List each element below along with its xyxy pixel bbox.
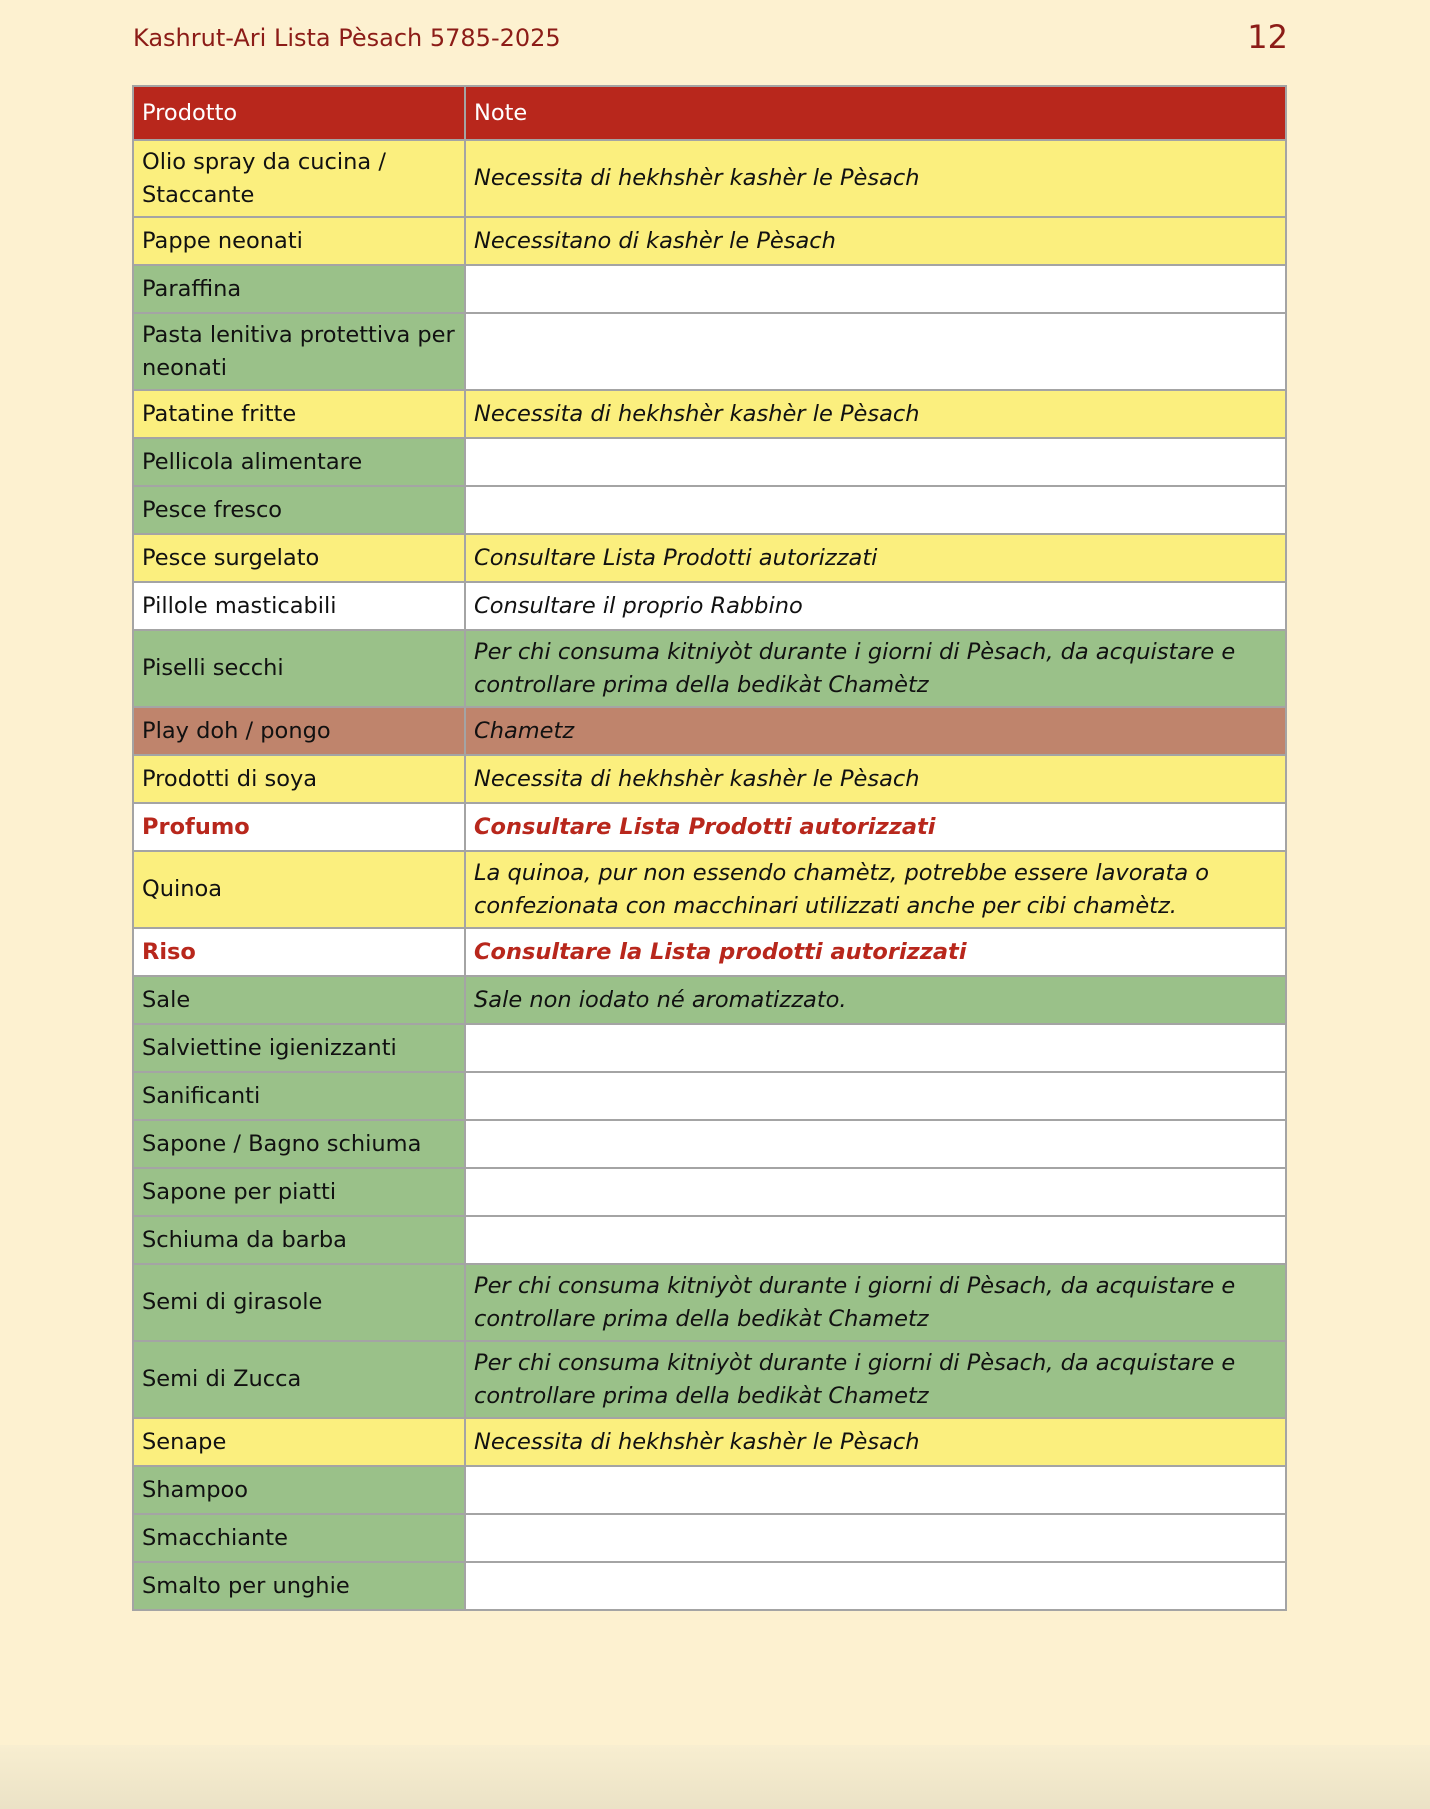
table-row [133,707,1286,755]
table-row [133,851,1286,928]
product-cell: Piselli secchi [133,630,465,707]
page-number: 12 [1247,18,1288,56]
table-row [133,265,1286,313]
note-cell: Necessita di hekhshèr kashèr le Pèsach [465,1418,1286,1466]
note-cell [465,313,1286,390]
note-cell [465,1024,1286,1072]
table-row [133,140,1286,217]
note-cell: Necessita di hekhshèr kashèr le Pèsach [465,140,1286,217]
table-row [133,1072,1286,1120]
product-cell: Schiuma da barba [133,1216,465,1264]
page-bottom-band [0,1745,1430,1809]
note-cell [465,265,1286,313]
note-cell [465,1216,1286,1264]
product-cell: Sale [133,976,465,1024]
note-cell [465,1466,1286,1514]
product-cell: Sapone per piatti [133,1168,465,1216]
product-cell: Semi di Zucca [133,1341,465,1418]
table-row [133,928,1286,976]
note-cell: Necessitano di kashèr le Pèsach [465,217,1286,265]
table-row [133,313,1286,390]
product-cell: Olio spray da cucina / Staccante [133,140,465,217]
table-row [133,1341,1286,1418]
product-cell: Prodotti di soya [133,755,465,803]
note-cell: Per chi consuma kitniyòt durante i giorni di Pèsach, da acquistare e controllare prima della bedikàt Chametz [465,1341,1286,1418]
note-cell: Consultare Lista Prodotti autorizzati [465,803,1286,851]
product-cell: Quinoa [133,851,465,928]
note-cell: Per chi consuma kitniyòt durante i giorni di Pèsach, da acquistare e controllare prima della bedikàt Chametz [465,1264,1286,1341]
note-cell: Sale non iodato né aromatizzato. [465,976,1286,1024]
note-cell [465,1072,1286,1120]
table-row [133,755,1286,803]
table-row [133,1562,1286,1610]
table-row [133,390,1286,438]
note-cell: Consultare la Lista prodotti autorizzati [465,928,1286,976]
product-cell: Pesce fresco [133,486,465,534]
note-cell: Chametz [465,707,1286,755]
product-cell: Pellicola alimentare [133,438,465,486]
product-cell: Play doh / pongo [133,707,465,755]
table-row [133,486,1286,534]
document-title: Kashrut-Ari Lista Pèsach 5785-2025 [133,24,561,52]
note-cell [465,1168,1286,1216]
table-row [133,630,1286,707]
table-row [133,1168,1286,1216]
product-cell: Paraffina [133,265,465,313]
table-header-row [133,86,1286,140]
note-cell: Necessita di hekhshèr kashèr le Pèsach [465,390,1286,438]
note-cell: La quinoa, pur non essendo chamètz, potrebbe essere lavorata o confezionata con macchinari utilizzati anche per cibi chamètz. [465,851,1286,928]
product-cell: Patatine fritte [133,390,465,438]
note-cell: Consultare Lista Prodotti autorizzati [465,534,1286,582]
product-cell: Salviettine igienizzanti [133,1024,465,1072]
product-cell: Semi di girasole [133,1264,465,1341]
note-cell: Necessita di hekhshèr kashèr le Pèsach [465,755,1286,803]
note-cell [465,486,1286,534]
note-cell [465,1120,1286,1168]
product-cell: Profumo [133,803,465,851]
table-row [133,582,1286,630]
product-cell: Riso [133,928,465,976]
product-cell: Sanificanti [133,1072,465,1120]
table-row [133,438,1286,486]
product-cell: Pesce surgelato [133,534,465,582]
product-cell: Smalto per unghie [133,1562,465,1610]
note-cell [465,1562,1286,1610]
table-row [133,1120,1286,1168]
table-row [133,803,1286,851]
product-cell: Pappe neonati [133,217,465,265]
product-cell: Shampoo [133,1466,465,1514]
table-row [133,1024,1286,1072]
page-header [133,18,1288,62]
product-cell: Pasta lenitiva protettiva per neonati [133,313,465,390]
product-table [132,85,1287,1611]
table-row [133,976,1286,1024]
table-row [133,534,1286,582]
note-cell: Consultare il proprio Rabbino [465,582,1286,630]
product-cell: Sapone / Bagno schiuma [133,1120,465,1168]
product-cell: Smacchiante [133,1514,465,1562]
product-cell: Senape [133,1418,465,1466]
table-row [133,217,1286,265]
column-header-product: Prodotto [133,86,465,140]
table-row [133,1264,1286,1341]
note-cell [465,438,1286,486]
note-cell [465,1514,1286,1562]
table-row [133,1418,1286,1466]
table-row [133,1514,1286,1562]
table-row [133,1216,1286,1264]
table-row [133,1466,1286,1514]
column-header-note: Note [465,86,1286,140]
note-cell: Per chi consuma kitniyòt durante i giorni di Pèsach, da acquistare e controllare prima della bedikàt Chamètz [465,630,1286,707]
product-cell: Pillole masticabili [133,582,465,630]
